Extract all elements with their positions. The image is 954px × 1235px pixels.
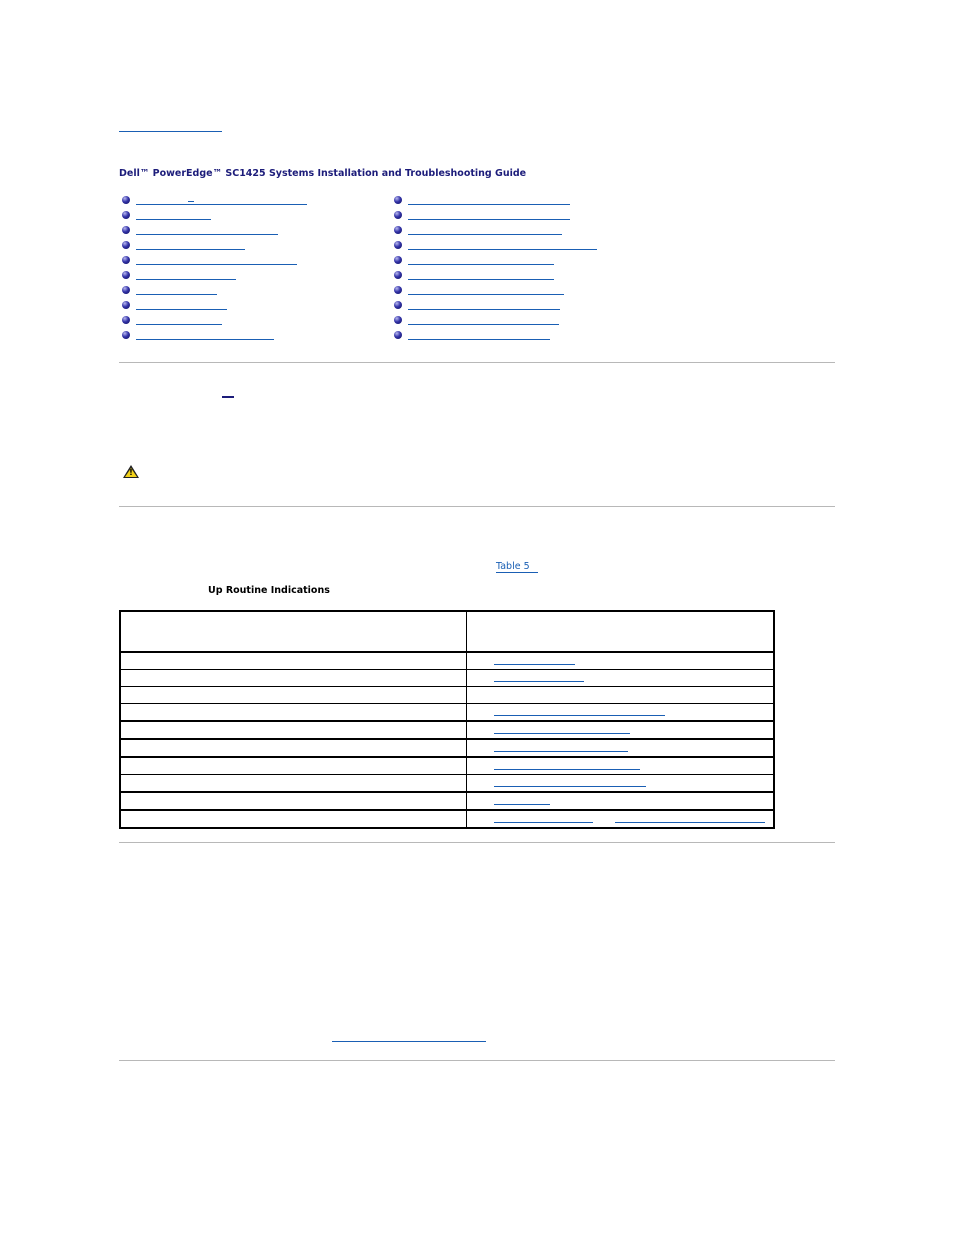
bullet-icon [122, 331, 130, 339]
table-link[interactable] [494, 751, 628, 752]
table-link[interactable] [494, 715, 665, 716]
table-row [120, 792, 774, 810]
table-row [120, 704, 774, 722]
bullet-icon [394, 316, 402, 324]
table-row [120, 739, 774, 757]
toc-link[interactable] [408, 204, 570, 205]
body-link[interactable] [332, 1041, 486, 1042]
bullet-icon [394, 211, 402, 219]
toc-link[interactable] [408, 324, 559, 325]
toc-link[interactable] [136, 309, 227, 310]
toc-link[interactable] [136, 249, 245, 250]
table-link[interactable] [615, 822, 765, 823]
section-divider [119, 1060, 835, 1061]
bullet-icon [122, 301, 130, 309]
toc-link[interactable] [408, 279, 554, 280]
bullet-icon [394, 271, 402, 279]
toc-link[interactable] [136, 219, 211, 220]
bullet-icon [394, 196, 402, 204]
section-divider [119, 506, 835, 507]
bullet-icon [122, 286, 130, 294]
table-row [120, 687, 774, 704]
table-header-cell [120, 611, 467, 652]
document-title: Dell™ PowerEdge™ SC1425 Systems Installation and Troubleshooting Guide [119, 168, 527, 179]
table-row [120, 652, 774, 670]
bullet-icon [122, 226, 130, 234]
toc-link-fragment[interactable] [188, 201, 194, 202]
table-link[interactable] [494, 786, 646, 787]
table-row [120, 721, 774, 739]
toc-link[interactable] [408, 234, 562, 235]
table-reference-link[interactable]: Table 5 [496, 561, 538, 573]
table-header-cell [467, 611, 775, 652]
bullet-icon [394, 241, 402, 249]
bullet-icon [122, 211, 130, 219]
toc-link[interactable] [136, 279, 236, 280]
toc-link[interactable] [136, 204, 307, 205]
toc-link[interactable] [136, 234, 278, 235]
table-caption: Up Routine Indications [208, 585, 330, 596]
bullet-icon [394, 226, 402, 234]
table-row [120, 810, 774, 828]
toc-link[interactable] [408, 309, 560, 310]
table-row [120, 670, 774, 687]
bullet-icon [122, 196, 130, 204]
section-divider [119, 842, 835, 843]
toc-link[interactable] [408, 339, 550, 340]
table-row [120, 757, 774, 775]
toc-link[interactable] [136, 339, 274, 340]
table-link[interactable] [494, 733, 630, 734]
bullet-icon [394, 331, 402, 339]
bullet-icon [394, 286, 402, 294]
table-link[interactable] [494, 769, 640, 770]
footnote-mark [222, 396, 234, 398]
table-link[interactable] [494, 681, 584, 682]
bullet-icon [122, 271, 130, 279]
toc-link[interactable] [408, 294, 564, 295]
back-to-contents-link[interactable] [119, 131, 222, 132]
section-divider [119, 362, 835, 363]
toc-link[interactable] [408, 219, 570, 220]
toc-link[interactable] [136, 324, 222, 325]
bullet-icon [122, 241, 130, 249]
indications-table [119, 610, 775, 829]
toc-link[interactable] [136, 264, 297, 265]
table-link[interactable] [494, 804, 550, 805]
table-link[interactable] [494, 664, 575, 665]
bullet-icon [122, 316, 130, 324]
toc-link[interactable] [136, 294, 217, 295]
table-row [120, 775, 774, 793]
toc-link[interactable] [408, 249, 597, 250]
table-link[interactable] [494, 822, 593, 823]
toc-link[interactable] [408, 264, 554, 265]
bullet-icon [122, 256, 130, 264]
bullet-icon [394, 301, 402, 309]
bullet-icon [394, 256, 402, 264]
